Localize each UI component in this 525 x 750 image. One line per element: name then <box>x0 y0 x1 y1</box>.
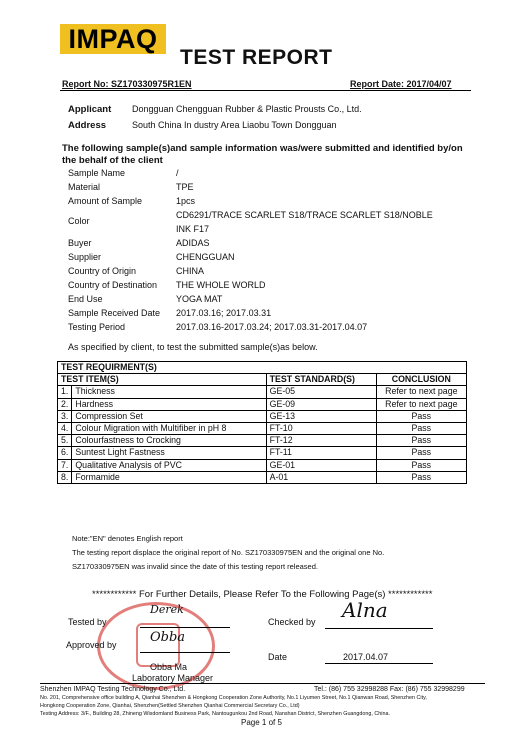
row-standard: FT-11 <box>266 447 376 459</box>
sample-value: TPE <box>176 182 194 192</box>
footer-testing-address: Testing Address: 3/F., Building 28, Zhineng Wisdomland Business Park, Nantougunkou 2nd Road, Nanshan District, Shenzhen Guangdong, China. <box>40 711 390 717</box>
row-item: Suntest Light Fastness <box>72 447 266 459</box>
row-item: Colourfastness to Crocking <box>72 435 266 447</box>
sample-label: End Use <box>68 294 103 304</box>
approved-by-label: Approved by <box>66 640 117 650</box>
checked-by-label: Checked by <box>268 617 316 627</box>
row-item: Compression Set <box>72 410 266 422</box>
footer-contact: Tel.: (86) 755 32998288 Fax: (86) 755 32998299 <box>314 686 465 693</box>
row-conclusion: Refer to next page <box>376 398 466 410</box>
row-conclusion: Pass <box>376 459 466 471</box>
table-row <box>58 471 467 483</box>
tested-signature: Derek <box>150 603 184 616</box>
date-value: 2017.04.07 <box>343 652 389 662</box>
intro-line-1: The following sample(s)and sample information was/were submitted and identified by/on <box>62 143 463 154</box>
checked-signature: Alna <box>342 598 388 622</box>
row-conclusion: Refer to next page <box>376 386 466 398</box>
further-details: ************ For Further Details, Please Refer To the Following Page(s) ************ <box>92 589 433 600</box>
specified-text: As specified by client, to test the submitted sample(s)as below. <box>68 342 318 352</box>
row-standard: GE-05 <box>266 386 376 398</box>
table-header-row <box>58 374 467 386</box>
tested-by-line <box>140 627 230 628</box>
row-number: 2. <box>58 398 72 410</box>
row-standard: A-01 <box>266 471 376 483</box>
sample-value: CHENGGUAN <box>176 252 235 262</box>
applicant-label: Applicant <box>68 104 112 115</box>
checked-by-line <box>325 628 433 629</box>
approver-title: Laboratory Manager <box>132 673 214 683</box>
row-item: Colour Migration with Multifiber in pH 8 <box>72 422 266 434</box>
footer-company: Shenzhen IMPAQ Testing Technology Co., Ltd. <box>40 686 186 693</box>
row-number: 8. <box>58 471 72 483</box>
col-test-standard: TEST STANDARD(S) <box>266 374 376 386</box>
approved-by-line <box>140 652 230 653</box>
sample-label: Country of Destination <box>68 280 158 290</box>
date-line <box>325 663 433 664</box>
row-standard: GE-01 <box>266 459 376 471</box>
row-standard: GE-09 <box>266 398 376 410</box>
table-row <box>58 447 467 459</box>
row-conclusion: Pass <box>376 447 466 459</box>
address-label: Address <box>68 120 107 131</box>
sample-value: 1pcs <box>176 196 196 206</box>
row-conclusion: Pass <box>376 422 466 434</box>
impaq-logo: IMPAQ <box>60 24 166 54</box>
row-item: Qualitative Analysis of PVC <box>72 459 266 471</box>
table-title: TEST REQUIRMENT(S) <box>58 362 467 374</box>
row-number: 1. <box>58 386 72 398</box>
sample-label: Country of Origin <box>68 266 137 276</box>
sample-label: Material <box>68 182 101 192</box>
sample-value: ADIDAS <box>176 238 210 248</box>
table-row <box>58 459 467 471</box>
sample-label: Testing Period <box>68 322 126 332</box>
sample-value: CD6291/TRACE SCARLET S18/TRACE SCARLET S18/NOBLE <box>176 210 433 220</box>
sample-value: THE WHOLE WORLD <box>176 280 266 290</box>
sample-value: INK F17 <box>176 224 210 234</box>
test-requirements-table <box>57 361 467 484</box>
report-date: Report Date: 2017/04/07 <box>350 79 452 89</box>
note-invalid: SZ170330975EN was invalid since the date of this testing report released. <box>72 562 318 571</box>
tested-by-label: Tested by <box>68 617 107 627</box>
sample-value: 2017.03.16-2017.03.24; 2017.03.31-2017.04.07 <box>176 322 368 332</box>
sample-label: Color <box>68 216 90 226</box>
col-test-item: TEST ITEM(S) <box>58 374 267 386</box>
report-title: TEST REPORT <box>180 46 333 69</box>
sample-value: YOGA MAT <box>176 294 223 304</box>
sample-label: Amount of Sample <box>68 196 143 206</box>
row-number: 4. <box>58 422 72 434</box>
row-conclusion: Pass <box>376 435 466 447</box>
note-displace: The testing report displace the original report of No. SZ170330975EN and the original one No. <box>72 548 385 557</box>
footer-address-1: No. 201, Comprehensive office building A, Qianhai Shenzhen & Hongkong Cooperation Zone Authority, No.1 Liyumen Street, No.1 Qianwan Road, Shenzhen City, <box>40 695 427 701</box>
note-en: Note:"EN" denotes English report <box>72 534 183 543</box>
row-standard: FT-12 <box>266 435 376 447</box>
header-divider <box>60 90 471 91</box>
table-row <box>58 410 467 422</box>
table-row <box>58 386 467 398</box>
sample-label: Supplier <box>68 252 102 262</box>
sample-label: Sample Name <box>68 168 126 178</box>
row-standard: FT-10 <box>266 422 376 434</box>
sample-label: Sample Received Date <box>68 308 161 318</box>
col-conclusion: CONCLUSION <box>376 374 466 386</box>
table-row <box>58 422 467 434</box>
intro-line-2: the behalf of the client <box>62 155 163 166</box>
sample-value: 2017.03.16; 2017.03.31 <box>176 308 272 318</box>
row-standard: GE-13 <box>266 410 376 422</box>
table-row <box>58 435 467 447</box>
approver-name: Obba Ma <box>150 662 188 672</box>
sample-value: / <box>176 168 179 178</box>
row-conclusion: Pass <box>376 410 466 422</box>
report-number: Report No: SZ170330975R1EN <box>62 79 192 89</box>
footer-address-2: Hongkong Cooperation Zone, Qianhai, Shenzhen(Settled Shenzhen Qianhai Commercial Secretary Co., Ltd) <box>40 703 300 709</box>
row-item: Hardness <box>72 398 266 410</box>
sample-value: CHINA <box>176 266 205 276</box>
footer-divider <box>40 683 485 684</box>
row-number: 3. <box>58 410 72 422</box>
table-row <box>58 398 467 410</box>
sample-label: Buyer <box>68 238 92 248</box>
table-title-row <box>58 362 467 374</box>
row-number: 5. <box>58 435 72 447</box>
row-number: 6. <box>58 447 72 459</box>
page-number: Page 1 of 5 <box>241 718 282 727</box>
approved-signature: Obba <box>150 630 186 645</box>
row-number: 7. <box>58 459 72 471</box>
date-label: Date <box>268 652 288 662</box>
row-item: Formamide <box>72 471 266 483</box>
row-conclusion: Pass <box>376 471 466 483</box>
address-value: South China In dustry Area Liaobu Town Dongguan <box>132 120 337 130</box>
applicant-value: Dongguan Chengguan Rubber & Plastic Prousts Co., Ltd. <box>132 104 362 114</box>
row-item: Thickness <box>72 386 266 398</box>
